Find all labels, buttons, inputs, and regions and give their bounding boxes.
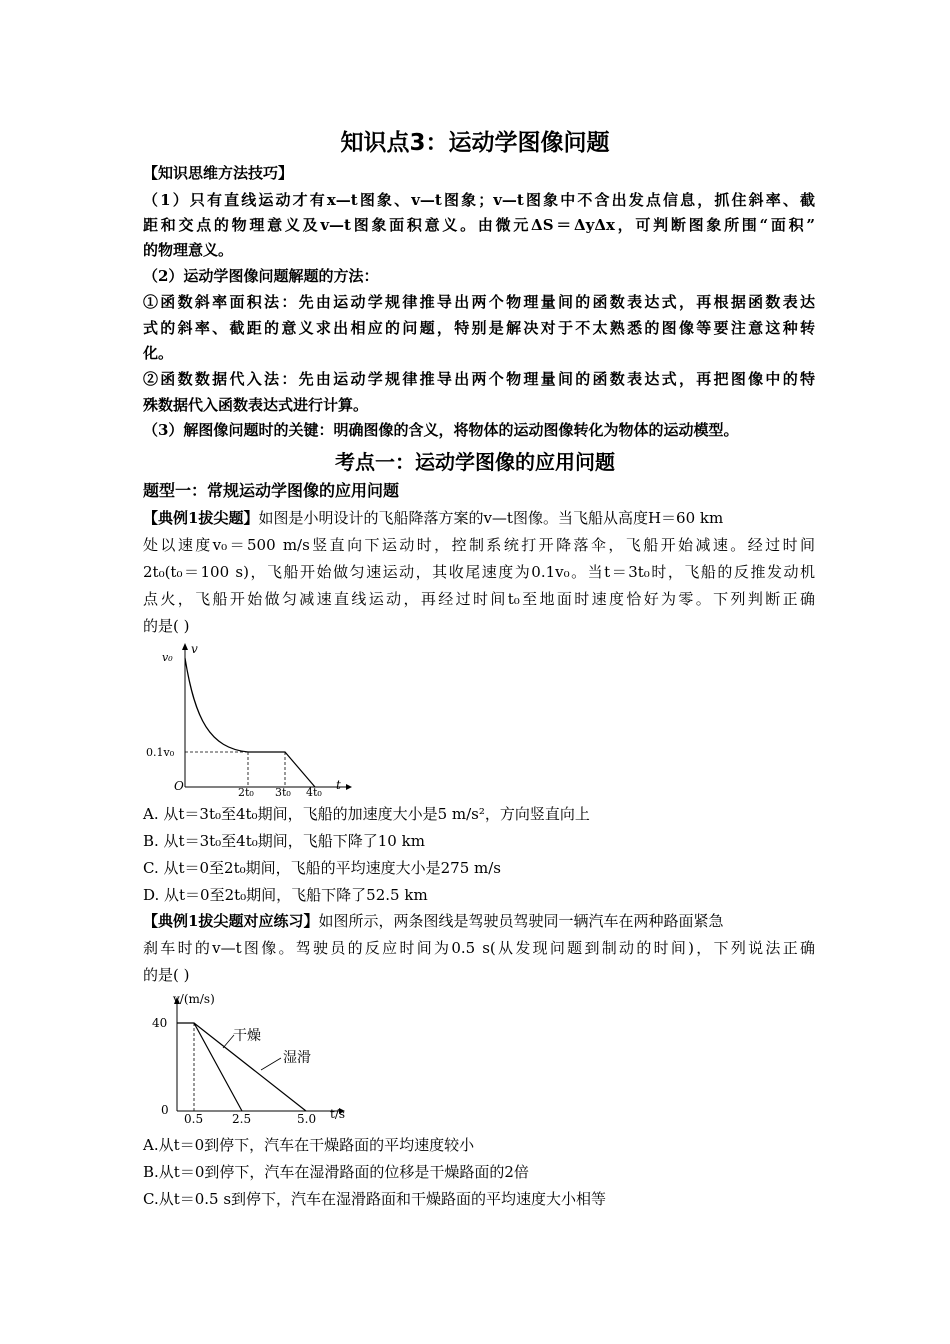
- example1-tick-4t0: 4t₀: [306, 786, 322, 798]
- page-title: 知识点3：运动学图像问题: [340, 130, 610, 156]
- example1-text1: 如图是小明设计的飞船降落方案的v—t图像。当飞船从高度H＝60 km: [258, 509, 724, 527]
- method-p3: （3）解图像问题时的关键：明确图像的含义，将物体的运动图像转化为物体的运动模型。: [143, 421, 739, 439]
- practice1-tick-50: 5.0: [297, 1112, 317, 1126]
- method-p1-line2: 距和交点的物理意义及v—t图象面积意义。由微元ΔS＝ΔyΔx，可判断图象所围“面积”: [143, 216, 815, 234]
- example1-t-label: t: [336, 778, 341, 792]
- method-m1-line1: ①函数斜率面积法：先由运动学规律推导出两个物理量间的函数表达式，再根据函数表达: [143, 293, 815, 311]
- example1-line2: 处以速度v₀＝500 m/s竖直向下运动时，控制系统打开降落伞，飞船开始减速。经过时间: [143, 536, 815, 554]
- example1-line1: [143, 508, 815, 528]
- example1-tick-3t0: 3t₀: [275, 786, 291, 798]
- practice1-line3: 的是( ): [143, 966, 190, 984]
- method-m2-line2: 殊数据代入函数表达式进行计算。: [143, 396, 369, 414]
- example1-velocity-curve: [185, 658, 315, 787]
- example1-y-label: v: [191, 642, 198, 656]
- example1-line4: 点火，飞船开始做匀减速直线运动，再经过时间t₀至地面时速度恰好为零。下列判断正确: [143, 590, 815, 608]
- example1-tag: 【典例1拔尖题】: [143, 509, 259, 527]
- practice1-vt-graph: [143, 990, 358, 1128]
- practice1-tick-0: 0: [161, 1103, 169, 1117]
- practice1-text1: 如图所示，两条图线是驾驶员驾驶同一辆汽车在两种路面紧急: [318, 912, 724, 930]
- method-m1-line2: 式的斜率、截距的意义求出相应的问题，特别是解决对于不太熟悉的图像等要注意这种转: [143, 319, 815, 337]
- example1-01v0-label: 0.1v₀: [146, 746, 175, 759]
- example1-y-arrow: [182, 643, 188, 650]
- method-m2-line1: ②函数数据代入法：先由运动学规律推导出两个物理量间的函数表达式，再把图像中的特: [143, 370, 815, 388]
- example1-option-c: C. 从t＝0至2t₀期间，飞船的平均速度大小是275 m/s: [143, 859, 502, 877]
- method-p2: （2）运动学图像问题解题的方法：: [143, 267, 379, 285]
- practice1-label-dry: 干燥: [233, 1028, 261, 1044]
- example1-origin-label: O: [174, 779, 184, 793]
- example1-v0-label: v₀: [162, 651, 173, 664]
- practice1-tag: 【典例1拔尖题对应练习】: [143, 912, 319, 930]
- example1-option-b: B. 从t＝3t₀至4t₀期间，飞船下降了10 km: [143, 832, 425, 850]
- example1-x-arrow: [346, 784, 352, 790]
- practice1-option-a: A.从t＝0到停下，汽车在干燥路面的平均速度较小: [143, 1136, 475, 1154]
- practice1-option-c: C.从t＝0.5 s到停下，汽车在湿滑路面和干燥路面的平均速度大小相等: [143, 1190, 607, 1208]
- practice1-tick-05: 0.5: [184, 1112, 204, 1126]
- example1-tick-2t0: 2t₀: [238, 786, 254, 798]
- practice1-option-b: B.从t＝0到停下，汽车在湿滑路面的位移是干燥路面的2倍: [143, 1163, 529, 1181]
- example1-line3: 2t₀(t₀＝100 s)，飞船开始做匀速运动，其收尾速度为0.1v₀。当t＝3t₀时，飞船的反推发动机: [143, 563, 815, 581]
- example1-option-d: D. 从t＝0至2t₀期间，飞船下降了52.5 km: [143, 886, 428, 904]
- practice1-line2: 刹车时的v—t图像。驾驶员的反应时间为0.5 s(从发现问题到制动的时间)，下列说法正确: [143, 939, 815, 957]
- method-p1-line1: （1）只有直线运动才有x—t图象、v—t图象；v—t图象中不含出发点信息，抓住斜率、截: [143, 191, 815, 209]
- practice1-tick-25: 2.5: [232, 1112, 252, 1126]
- example1-line5: 的是( ): [143, 617, 190, 635]
- practice1-y-label: v/(m/s): [173, 992, 215, 1006]
- section-title: 考点一：运动学图像的应用问题: [335, 450, 615, 474]
- method-heading: 【知识思维方法技巧】: [143, 164, 294, 182]
- practice1-label-wet: 湿滑: [283, 1050, 311, 1066]
- practice1-x-label: t/s: [330, 1107, 346, 1121]
- subsection-title: 题型一：常规运动学图像的应用问题: [143, 481, 400, 500]
- example1-vt-graph: [140, 640, 360, 798]
- example1-option-a: A. 从t＝3t₀至4t₀期间，飞船的加速度大小是5 m/s²，方向竖直向上: [143, 805, 590, 823]
- method-m1-line3: 化。: [143, 344, 174, 362]
- practice1-wet-pointer: [261, 1058, 281, 1070]
- practice1-tick-40: 40: [152, 1016, 168, 1030]
- practice1-line1: [143, 911, 815, 931]
- method-p1-line3: 的物理意义。: [143, 241, 234, 259]
